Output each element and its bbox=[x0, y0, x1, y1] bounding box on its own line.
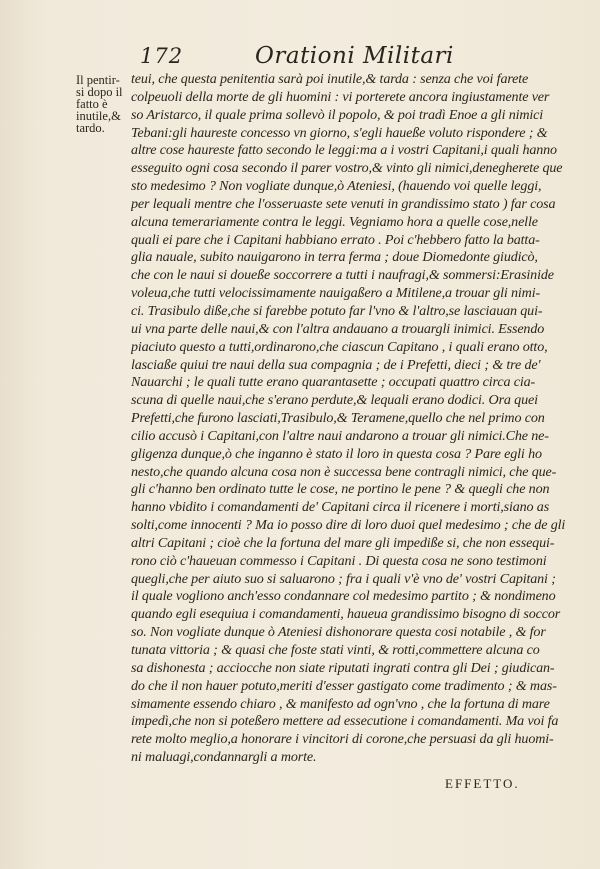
marginal-note-line: tardo. bbox=[76, 121, 105, 135]
text-line: esseguito ogni cosa secondo il parer vostro,& vinto gli nimici,denegherete que bbox=[131, 160, 563, 177]
text-line: do che il non hauer potuto,meriti d'esser gastigato come tradimento ; & mas- bbox=[131, 677, 557, 694]
running-title: Orationi Militari bbox=[255, 43, 454, 69]
text-line: teui, che questa penitentia sarà poi inutile,& tarda : senza che voi farete bbox=[131, 71, 529, 87]
text-line: tunata vittoria ; & quasi che foste stati vinti, & rotti,commettere alcuna co bbox=[131, 642, 540, 658]
marginal-note-line: fatto è bbox=[76, 97, 108, 111]
catchword: EFFETTO. bbox=[445, 776, 520, 791]
text-line: quegli,che per aiuto suo si saluarono ; fra i quali v'è vno de' vostri Capitani ; bbox=[131, 570, 556, 587]
text-line: lasciaße quiui tre naui della sua compagnia ; de i Prefetti, dieci ; & tre de' bbox=[131, 356, 541, 373]
text-line: cilio accusò i Capitani,con l'altre naui andarono a trouar gli nimici.Che ne- bbox=[131, 427, 549, 444]
text-line: gligenza dunque,ò che inganno è stato il loro in questa cosa ? Pare egli ho bbox=[131, 445, 542, 462]
text-line: sa dishonesta ; acciocche non siate riputati ingrati contra gli Dei ; giudican- bbox=[131, 659, 555, 676]
text-line: per lequali mentre che l'osseruaste sete venuti in grandissimo stato ) far cosa bbox=[131, 195, 556, 212]
body-text bbox=[131, 71, 565, 767]
page-header bbox=[140, 40, 560, 70]
text-line: so. Non vogliate dunque ò Ateniesi dishonorare questa cosi notabile , & for bbox=[131, 624, 546, 641]
text-line: ci. Trasibulo diße,che si farebbe potuto far l'vno & l'altro,se lasciauan qui- bbox=[131, 302, 543, 319]
page-number: 172 bbox=[140, 44, 184, 68]
text-line: simamente essendo chiaro , & manifesto ad ogn'vno , che la fortuna di mare bbox=[131, 695, 550, 712]
text-line: hanno vbidito i comandamenti de' Capitani circa il ricenere i morti,siano as bbox=[131, 499, 550, 516]
text-line: scuna di quelle naui,che s'erano perdute,& lequali erano dodici. Ora quei bbox=[131, 392, 538, 409]
text-line: Nauarchi ; le quali tutte erano quarantasette ; occupati quattro circa cia- bbox=[131, 374, 536, 391]
marginal-note-line: Il pentir- bbox=[76, 73, 120, 87]
text-line: quando egli esequiua i comandamenti, haueua grandissimo bisogno di soccor bbox=[131, 606, 561, 623]
text-line: che con le naui si doueße soccorrere a tutti i naufragi,& sommersi:Erasinide bbox=[131, 267, 554, 284]
text-line: il quale vogliono anch'esso condannare col medesimo partito ; & nondimeno bbox=[131, 588, 556, 605]
text-line: quali ei pare che i Capitani habbiano errato . Poi c'hebbero fatto la batta- bbox=[131, 231, 540, 248]
text-line: sto medesimo ? Non vogliate dunque,ò Ateniesi, (hauendo voi quelle leggi, bbox=[131, 178, 542, 195]
text-line: nesto,che quando alcuna cosa non è successa bene contragli nimici, che que- bbox=[131, 463, 557, 480]
marginal-note-line: inutile,& bbox=[76, 109, 121, 123]
text-line: rete molto meglio,a honorare i vincitori di corone,che persuasi da gli huomi- bbox=[131, 731, 554, 748]
text-line: voleua,che tutti velocissimamente nauigaßero a Mitilene,a trouar gli nimi- bbox=[131, 285, 541, 302]
text-line: ui vna parte delle naui,& con l'altra andauano a trouargli inimici. Essendo bbox=[131, 320, 545, 337]
text-line: alcuna temerariamente contra le leggi. Vegniamo hora a quelle cose,nelle bbox=[131, 213, 538, 230]
text-line: impedì,che non si poteßero mettere ad essecutione i comandamenti. Ma voi fa bbox=[131, 713, 559, 730]
text-line: Tebani:gli haureste concesso vn giorno, s'egli haueße voluto rispondere ; & bbox=[131, 124, 548, 141]
text-line: colpeuoli della morte de gli huomini : vi porterete ancora ingiustamente ver bbox=[131, 88, 550, 105]
text-line: solti,come innocenti ? Ma io posso dire di loro duoi quel medesimo ; che de gli bbox=[131, 517, 565, 534]
text-line: Prefetti,che furono lasciati,Trasibulo,& Teramene,quello che nel primo con bbox=[131, 410, 545, 427]
text-line: altre cose haureste fatto secondo le leggi:ma a i vostri Capitani,i quali hanno bbox=[131, 142, 557, 159]
text-line: ni maluagi,condannargli a morte. bbox=[131, 749, 317, 766]
text-line: piaciuto questo a tutti,ordinarono,che ciascun Capitano , i quali erano otto, bbox=[131, 338, 548, 355]
text-line: rono ciò c'haueuan commesso i Capitani . Di questa cosa ne sono testimoni bbox=[131, 552, 547, 569]
marginal-note bbox=[76, 74, 134, 134]
text-line: so Aristarco, il quale prima sollevò il popolo, & poi tradì Enoe a gli nimici bbox=[131, 106, 544, 123]
text-line: altri Capitani ; cioè che la fortuna del mare gli impediße si, che non essequi- bbox=[131, 534, 555, 551]
text-line: glia nauale, subito nauigarono in terra ferma ; doue Diomedonte giudicò, bbox=[131, 249, 538, 266]
marginal-note-line: si dopo il bbox=[76, 85, 123, 99]
text-line: gli c'hanno ben ordinato tutte le cose, ne portino le pene ? & quegli che non bbox=[131, 481, 550, 498]
